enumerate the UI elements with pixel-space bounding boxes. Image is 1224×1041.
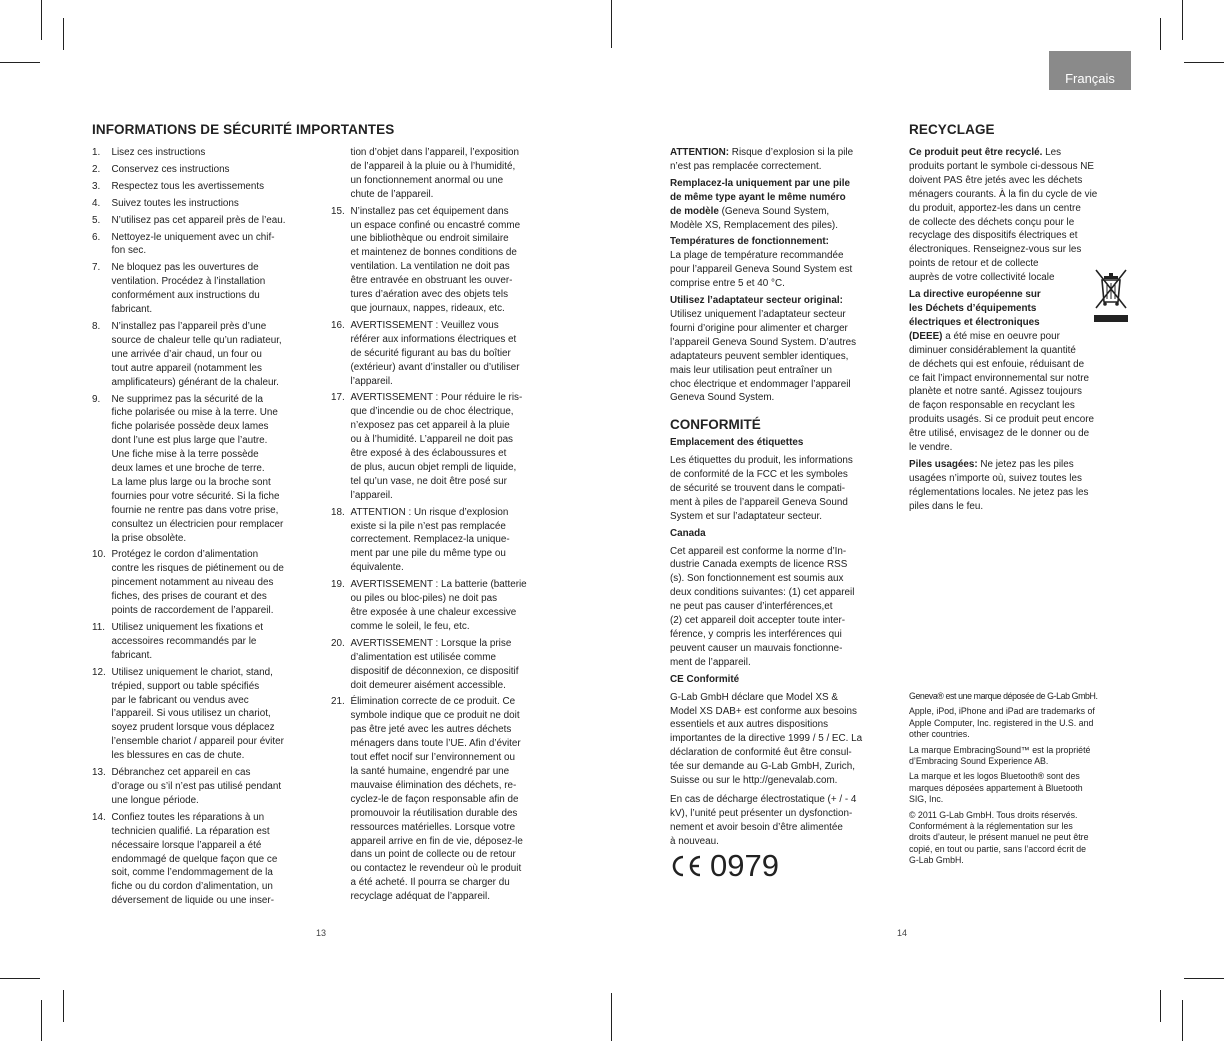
instruction-number: 2. xyxy=(92,163,101,175)
esd-text: En cas de décharge électrostatique (+ / - 4 kV), l’unité peut présenter un dysfonction- nement et avoir besoin d’être alimentée à nouveau. xyxy=(670,793,857,847)
crop-mark xyxy=(1160,990,1161,1022)
safety-instruction xyxy=(331,146,556,202)
instruction-text: tion d’objet dans l’appareil, l’exposition de l’appareil à la pluie ou à l’humidité, un fonctionnement anormal ou une chute de l’appareil. xyxy=(350,147,520,200)
crop-mark xyxy=(0,62,40,63)
crop-mark xyxy=(63,990,64,1022)
safety-instruction xyxy=(92,393,317,546)
footnote: © 2011 G-Lab GmbH. Tous droits réservés. Conformément à la réglementation sur les droits d’auteur, le présent manuel ne peut être copié, en tout ou partie, sans l’accord écrit de G-Lab GmbH. xyxy=(909,809,1089,866)
crop-mark xyxy=(1182,1000,1183,1041)
instruction-number: 7. xyxy=(92,262,101,274)
crop-mark xyxy=(611,0,612,48)
instruction-text: AVERTISSEMENT : Veuillez vous référer aux informations électriques et de sécurité figurant au bas du boîtier (extérieur) avant d’installer ou d’utiliser l’appareil. xyxy=(350,319,520,387)
instruction-text: Lisez ces instructions xyxy=(111,147,206,158)
crop-mark xyxy=(611,993,612,1041)
crossed-bin-icon xyxy=(1093,268,1129,324)
instruction-number: 12. xyxy=(92,666,106,678)
instruction-number: 18. xyxy=(331,506,345,518)
instruction-number: 17. xyxy=(331,392,345,404)
safety-instruction xyxy=(331,319,556,389)
footnote: Apple, iPod, iPhone and iPad are trademarks of Apple Computer, Inc. registered in the U.S. and other countries. xyxy=(909,706,1095,740)
instruction-text: Nettoyez-le uniquement avec un chif- fon sec. xyxy=(111,231,275,257)
instruction-number: 16. xyxy=(331,319,345,331)
ce-logo-icon xyxy=(670,854,703,878)
safety-instruction xyxy=(92,811,317,908)
labels-text: Les étiquettes du produit, les informations de conformité de la FCC et les symboles de sécurité se trouvent dans le compati- ment à piles de l’appareil Geneva Sound System et sur l’adaptateur secteur. xyxy=(670,455,853,522)
crop-mark xyxy=(63,18,64,50)
footnote: Geneva® est une marque déposée de G-Lab GmbH. xyxy=(909,691,1098,701)
instruction-number: 6. xyxy=(92,231,101,243)
safety-column-2 xyxy=(331,146,556,907)
crop-mark xyxy=(41,1000,42,1041)
page-title: INFORMATIONS DE SÉCURITÉ IMPORTANTES xyxy=(92,122,395,137)
instruction-text: Utilisez uniquement les fixations et accessoires recommandés par le fabricant. xyxy=(111,622,263,661)
crop-mark xyxy=(1182,0,1183,40)
instruction-text: ATTENTION : Un risque d’explosion existe si la pile n’est pas remplacée correctement. Remplacez-la unique- ment par une pile du même type ou équivalente. xyxy=(350,506,510,574)
instruction-number: 20. xyxy=(331,637,345,649)
instruction-text: Conservez ces instructions xyxy=(111,163,230,175)
instruction-number: 8. xyxy=(92,320,101,332)
replace-paragraph: Remplacez-la uniquement par une pile de même type ayant le même numéro de modèle (Geneva Sound System, Modèle XS, Remplacement des piles). xyxy=(670,177,850,231)
ce-text: G-Lab GmbH déclare que Model XS & Model XS DAB+ est conforme aux besoins essentiels et aux autres dispositions importantes de la directive 1999 / 5 / EC. La déclaration de conformité êut être consul- tée sur demande au G-Lab GmbH, Zurich, Suisse ou sur le http://genevalab.com. xyxy=(670,691,863,787)
weee-paragraph: La directive européenne sur les Déchets d’équipements électriques et électroniques (DEEE) a été mise en oeuvre pour diminuer considérablement la quantité de déchets qui est enfouie, réduisant de ce fait l’impact environnemental sur notre planète et notre santé. Agissez toujours de façon responsable en recyclant les produits usagés. Si ce produit peut encore être utilisé, envisagez de le donner ou de le vendre. xyxy=(909,289,1094,454)
instruction-number: 19. xyxy=(331,579,345,591)
canada-text: Cet appareil est conforme la norme d’In- dustrie Canada exempts de licence RSS (s). Son fonctionnement est soumis aux deux conditions suivantes: (1) cet appareil ne peut pas causer d’interférences,et (2) cet appareil doit accepter toute inter- férence, y compris les interférences qui peuvent causer un mauvais fonctionne- ment de l’appareil. xyxy=(670,545,855,668)
batteries-paragraph: Piles usagées: Ne jetez pas les piles usagées n’importe où, suivez toutes les réglementations locales. Ne jetez pas les piles dans le feu. xyxy=(909,458,1089,512)
ce-heading: CE Conformité xyxy=(670,673,740,685)
instruction-number: 11. xyxy=(92,622,105,633)
instruction-number: 1. xyxy=(92,147,101,158)
instruction-number: 3. xyxy=(92,180,101,192)
instruction-number: 4. xyxy=(92,197,101,209)
safety-instruction xyxy=(92,766,317,808)
footnote: La marque EmbracingSound™ est la propriété d’Embracing Sound Experience AB. xyxy=(909,744,1091,767)
instruction-number: 21. xyxy=(331,696,345,708)
safety-instruction xyxy=(331,391,556,502)
instruction-text: N’installez pas cet équipement dans un espace confiné ou encastré comme une bibliothèque ou endroit similaire et maintenez de bonnes conditions de ventilation. La ventilation ne doit pas être entravée en obstruant les ouver- tures d’aération avec des objets tels que journaux, nappes, rideaux, etc. xyxy=(350,205,521,314)
instruction-text: Suivez toutes les instructions xyxy=(111,197,239,209)
safety-instruction xyxy=(92,261,317,317)
safety-column-1 xyxy=(92,146,317,911)
safety-instruction xyxy=(92,666,317,763)
language-tab: Français xyxy=(1049,51,1131,90)
instruction-text: N’installez pas l’appareil près d’une source de chaleur telle qu’un radiateur, une arrivée d’air chaud, un four ou tout autre appareil (notamment les amplificateurs) générant de la chaleur. xyxy=(111,320,282,388)
safety-instruction xyxy=(331,637,556,693)
crop-mark xyxy=(1184,62,1224,63)
canada-heading: Canada xyxy=(670,527,706,539)
recycling-heading: RECYCLAGE xyxy=(909,122,995,137)
instruction-text: AVERTISSEMENT : Lorsque la prise d’alimentation est utilisée comme dispositif de déconnexion, ce dispositif doit demeurer aisément accessible. xyxy=(350,637,519,691)
instruction-text: Respectez tous les avertissements xyxy=(111,180,265,192)
labels-heading: Emplacement des étiquettes xyxy=(670,437,804,449)
recycling-paragraph: Ce produit peut être recyclé. Les produits portant le symbole ci-dessous NE doivent PAS être jetés avec les déchets ménagers courants. À la fin du cycle de vie du produit, apportez-les dans un centre de collecte des déchets conçu pour le recyclage des dispositifs électriques et électroniques. Renseignez-vous sur les points de retour et de collecte auprès de votre collectivité locale xyxy=(909,147,1098,284)
page-number-left: 13 xyxy=(316,928,327,938)
crop-mark xyxy=(41,0,42,40)
page-number-right: 14 xyxy=(897,928,908,938)
safety-instruction xyxy=(92,180,317,194)
battery-conformity-column xyxy=(670,146,892,852)
conformity-heading: CONFORMITÉ xyxy=(670,417,761,433)
safety-instruction xyxy=(331,578,556,634)
adapter-text: Utilisez uniquement l’adaptateur secteur fourni d’origine pour alimenter et charger l’appareil Geneva Sound System. D’autres adaptateurs peuvent sembler identiques, mais leur utilisation peut entraîner un choc électrique et endommager l’appareil Geneva Sound System. xyxy=(670,308,857,404)
instruction-text: Protégez le cordon d’alimentation contre les risques de piétinement ou de pincement notamment au niveau des fiches, des prises de courant et des points de raccordement de l’appareil. xyxy=(111,549,284,617)
trademark-footnotes xyxy=(909,691,1162,871)
crop-mark xyxy=(1184,978,1224,979)
temperature-heading: Températures de fonctionnement: xyxy=(670,236,829,248)
ce-number: 0979 xyxy=(710,848,779,883)
instruction-text: Ne bloquez pas les ouvertures de ventilation. Procédez à l’installation conformément aux instructions du fabricant. xyxy=(111,262,266,316)
instruction-text: Confiez toutes les réparations à un technicien qualifié. La réparation est nécessaire lorsque l’appareil a été endommagé de quelque façon que ce soit, comme l’endommagement de la fiche ou du cordon d’alimentation, un déversement de liquide ou une inser- xyxy=(111,811,278,907)
adapter-heading: Utilisez l’adaptateur secteur original: xyxy=(670,295,843,307)
crop-mark xyxy=(0,978,40,979)
instruction-number: 5. xyxy=(92,214,101,226)
instruction-text: Débranchez cet appareil en cas d’orage ou s’il n’est pas utilisé pendant une longue période. xyxy=(111,767,282,806)
recycling-column xyxy=(909,146,1134,517)
ce-mark xyxy=(670,848,779,884)
instruction-number: 13. xyxy=(92,767,106,779)
safety-instruction xyxy=(92,197,317,211)
crop-mark xyxy=(1160,18,1161,50)
instruction-text: Élimination correcte de ce produit. Ce symbole indique que ce produit ne doit pas être jeté avec les autres déchets ménagers dans toute l’UE. Afin d’éviter tout effet nocif sur l’environnement ou la santé humaine, engendré par une mauvaise élimination des déchets, re- cyclez-le de façon responsable afin de promouvoir la réutilisation durable des ressources matérielles. Lorsque votre appareil arrive en fin de vie, déposez-le dans un point de collecte ou de retour ou contactez le revendeur où le produit a été acheté. Il pourra se charger du recyclage adéquat de l’appareil. xyxy=(350,696,523,903)
instruction-text: AVERTISSEMENT : Pour réduire le ris- que d’incendie ou de choc électrique, n’exposez pas cet appareil à la pluie ou à l’humidité. L’appareil ne doit pas être exposé à des éclaboussures et de plus, aucun objet rempli de liquide, tel qu’un vase, ne doit être posé sur l’appareil. xyxy=(350,392,523,501)
temperature-text: La plage de température recommandée pour l’appareil Geneva Sound System est comprise entre 5 et 40 °C. xyxy=(670,250,853,290)
safety-instruction xyxy=(92,320,317,390)
safety-instruction xyxy=(92,163,317,177)
safety-instruction xyxy=(331,695,556,904)
instruction-number: 10. xyxy=(92,549,106,561)
instruction-text: Utilisez uniquement le chariot, stand, trépied, support ou table spécifiés par le fabricant ou vendus avec l’appareil. Si vous utilisez un chariot, soyez prudent lorsque vous déplacez l’ensemble chariot / appareil pour éviter les blessures en cas de chute. xyxy=(111,666,284,762)
safety-instruction xyxy=(92,548,317,618)
safety-instruction xyxy=(331,205,556,316)
instruction-text: Ne supprimez pas la sécurité de la fiche polarisée ou mise à la terre. Une fiche polarisée possède deux lames dont l’une est plus large que l’autre. Une fiche mise à la terre possède deux lames et une broche de terre. La lame plus large ou la broche sont fournies pour votre sécurité. Si la fiche fournie ne rentre pas dans votre prise, consultez un électricien pour remplacer la prise obsolète. xyxy=(111,393,284,544)
safety-instruction xyxy=(331,506,556,576)
safety-instruction xyxy=(92,214,317,228)
safety-instruction xyxy=(92,231,317,259)
safety-instruction xyxy=(92,621,317,663)
instruction-text: N’utilisez pas cet appareil près de l’eau. xyxy=(111,214,286,226)
instruction-number: 14. xyxy=(92,811,106,823)
safety-instruction xyxy=(92,146,317,160)
instruction-number: 15. xyxy=(331,205,345,217)
instruction-number: 9. xyxy=(92,393,101,405)
instruction-text: AVERTISSEMENT : La batterie (batterie ou piles ou bloc-piles) ne doit pas être exposée à une chaleur excessive comme le soleil, le feu, etc. xyxy=(350,579,527,632)
attention-paragraph: ATTENTION: Risque d’explosion si la pile n’est pas remplacée correctement. xyxy=(670,147,854,172)
footnote: La marque et les logos Bluetooth® sont des marques déposées appartement à Bluetooth SIG, Inc. xyxy=(909,771,1083,805)
